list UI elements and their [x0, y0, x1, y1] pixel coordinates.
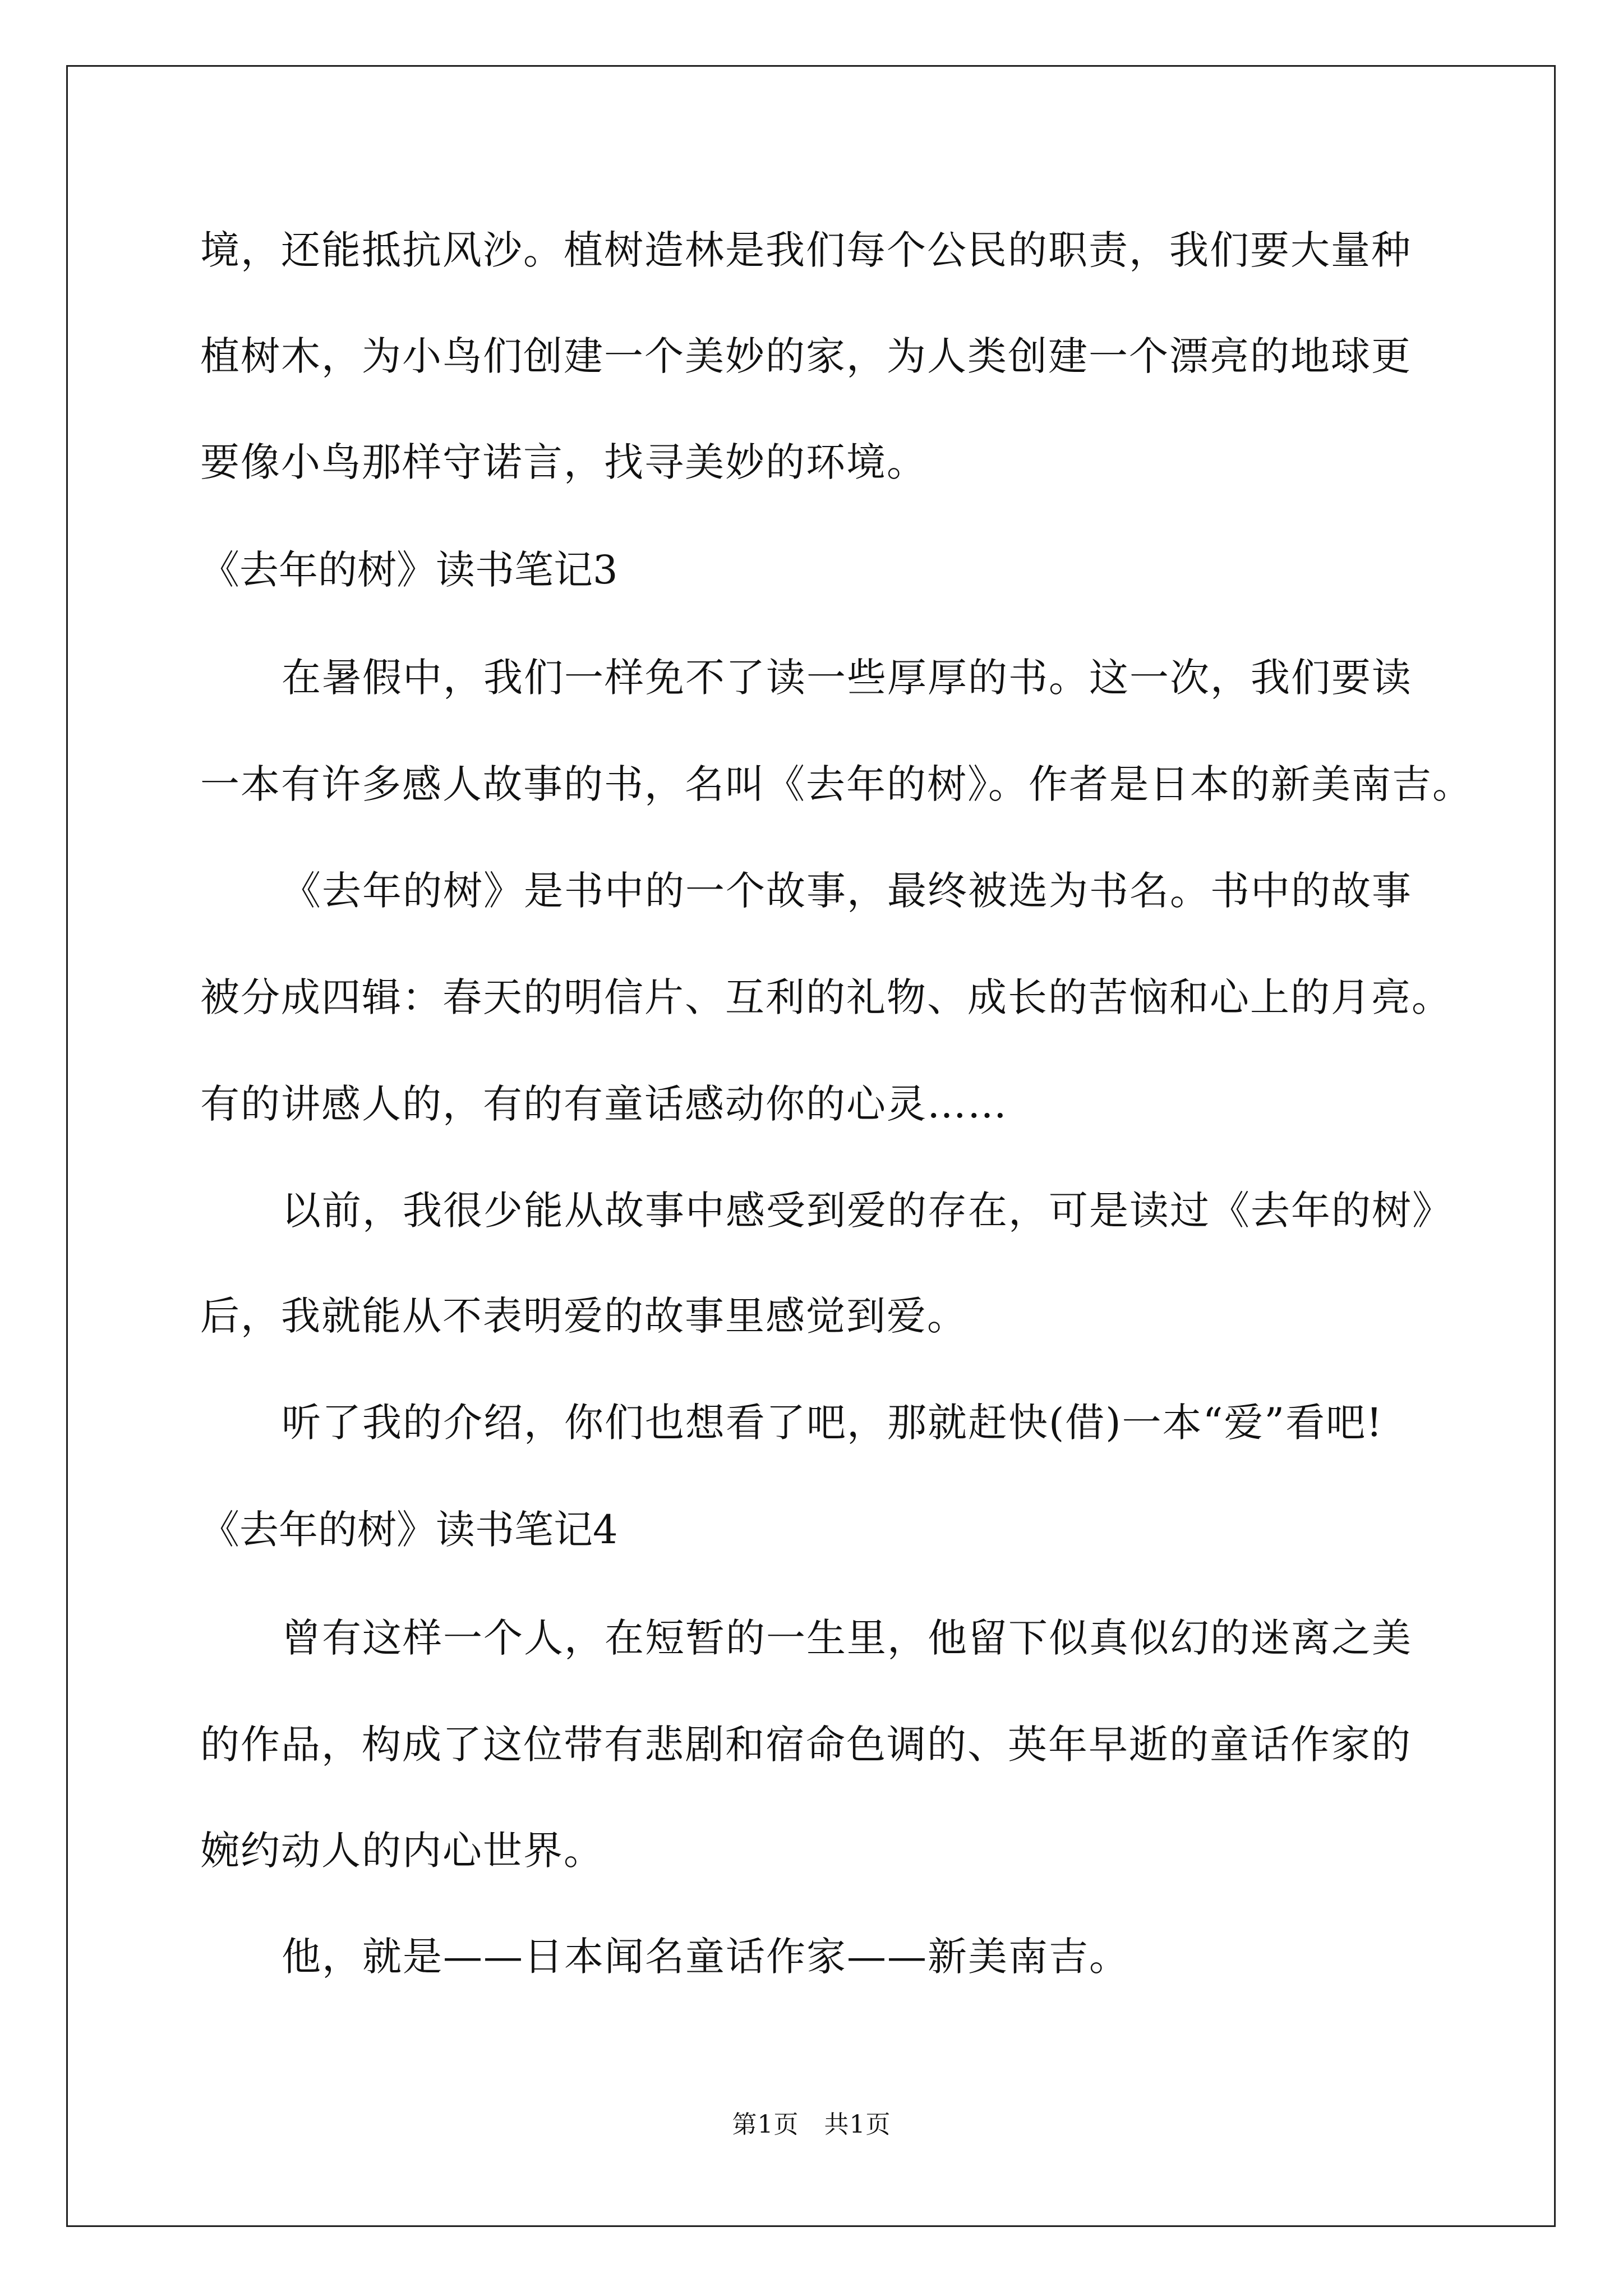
paragraph-line: 后，我就能从不表明爱的故事里感觉到爱。: [200, 1293, 967, 1339]
paragraph-line: 被分成四辑：春天的明信片、互利的礼物、成长的苦恼和心上的月亮。: [200, 974, 1452, 1020]
paragraph-line: 要像小鸟那样守诺言，找寻美妙的环境。: [200, 439, 927, 485]
paragraph-line: 在暑假中，我们一样免不了读一些厚厚的书。这一次，我们要读: [282, 655, 1412, 701]
page-footer: 第1页 共1页: [732, 2110, 891, 2139]
paragraph-line: 听了我的介绍，你们也想看了吧，那就赶快(借)一本“爱”看吧!: [282, 1400, 1384, 1446]
paragraph-line: 以前，我很少能从故事中感受到爱的存在，可是读过《去年的树》: [282, 1188, 1453, 1234]
paragraph-line: 一本有许多感人故事的书，名叫《去年的树》。作者是日本的新美南吉。: [200, 761, 1473, 807]
paragraph-line: 的作品，构成了这位带有悲剧和宿命色调的、英年早逝的童话作家的: [200, 1722, 1412, 1768]
paragraph-line: 植树木，为小鸟们创建一个美妙的家，为人类创建一个漂亮的地球更: [200, 333, 1412, 379]
paragraph-line: 他，就是——日本闻名童话作家——新美南吉。: [282, 1934, 1129, 1980]
paragraph-line: 境，还能抵抗风沙。植树造林是我们每个公民的职责，我们要大量种: [200, 227, 1412, 273]
paragraph-line: 曾有这样一个人，在短暂的一生里，他留下似真似幻的迷离之美: [282, 1615, 1412, 1661]
page-border: [66, 65, 1556, 2227]
paragraph-line: 《去年的树》是书中的一个故事，最终被选为书名。书中的故事: [282, 868, 1412, 914]
section-heading: 《去年的树》读书笔记4: [200, 1507, 618, 1553]
section-heading: 《去年的树》读书笔记3: [200, 547, 618, 593]
paragraph-line: 有的讲感人的，有的有童话感动你的心灵……: [200, 1081, 1008, 1127]
paragraph-line: 婉约动人的内心世界。: [200, 1828, 604, 1874]
